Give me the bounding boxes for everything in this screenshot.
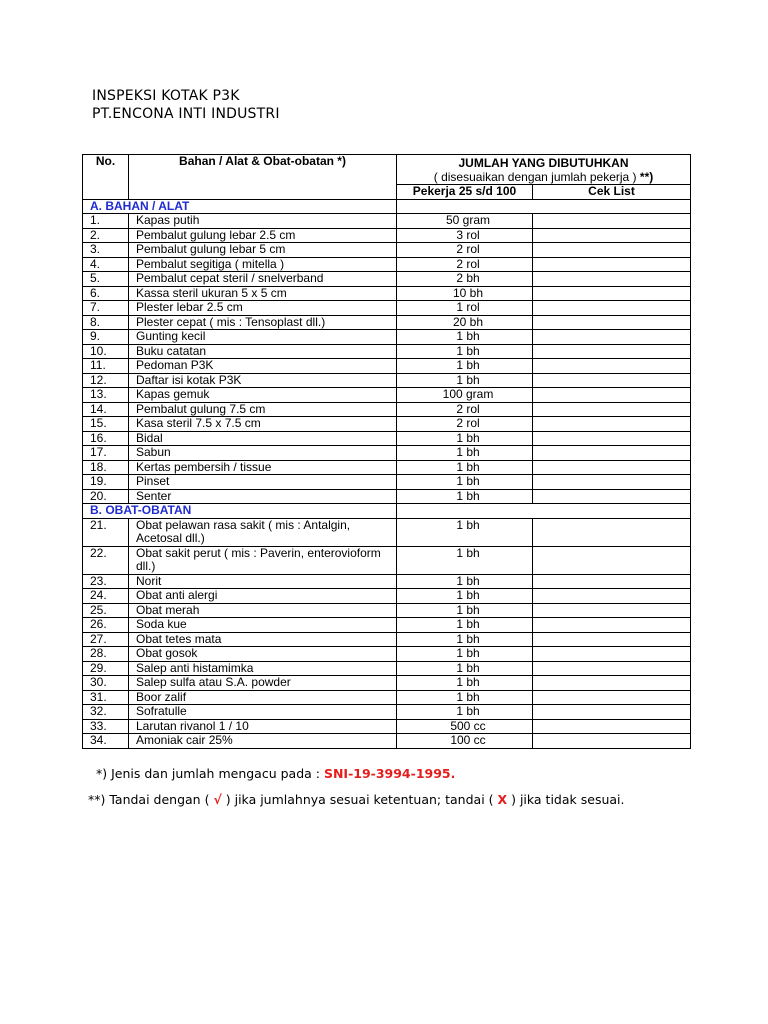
- table-row: [83, 460, 691, 475]
- footnote-1-text: *) Jenis dan jumlah mengacu pada :: [96, 766, 324, 781]
- header-jumlah-sub: ( disesuaikan dengan jumlah pekerja ): [433, 170, 637, 184]
- row-check-cell[interactable]: [533, 460, 691, 475]
- row-quantity: 1 bh: [397, 690, 533, 705]
- row-item: Daftar isi kotak P3K: [129, 373, 397, 388]
- row-item: Soda kue: [129, 618, 397, 633]
- table-row: [83, 603, 691, 618]
- row-number: 33.: [83, 719, 129, 734]
- row-check-cell[interactable]: [533, 603, 691, 618]
- heading-company: PT.ENCONA INTI INDUSTRI: [92, 106, 280, 122]
- row-item: Pinset: [129, 475, 397, 490]
- row-number: 24.: [83, 589, 129, 604]
- table-row: [83, 518, 691, 546]
- row-number: 21.: [83, 518, 129, 546]
- row-check-cell[interactable]: [533, 315, 691, 330]
- row-item: Pembalut gulung 7.5 cm: [129, 402, 397, 417]
- row-number: 23.: [83, 574, 129, 589]
- header-jumlah-mark: **): [639, 170, 654, 184]
- row-number: 4.: [83, 257, 129, 272]
- table-row: [83, 489, 691, 504]
- table-row: [83, 344, 691, 359]
- footnote-2-text-b: ) jika jumlahnya sesuai ketentuan; tandai (: [221, 792, 498, 807]
- row-number: 27.: [83, 632, 129, 647]
- section-header-row: [83, 199, 691, 214]
- row-check-cell[interactable]: [533, 632, 691, 647]
- heading-title: INSPEKSI KOTAK P3K: [92, 88, 240, 104]
- row-quantity: 1 bh: [397, 373, 533, 388]
- row-quantity: 100 gram: [397, 388, 533, 403]
- row-number: 30.: [83, 676, 129, 691]
- table-row: [83, 661, 691, 676]
- row-number: 28.: [83, 647, 129, 662]
- row-quantity: 500 cc: [397, 719, 533, 734]
- table-row: [83, 574, 691, 589]
- row-quantity: 1 bh: [397, 475, 533, 490]
- row-number: 26.: [83, 618, 129, 633]
- row-quantity: 100 cc: [397, 734, 533, 749]
- row-check-cell[interactable]: [533, 286, 691, 301]
- row-check-cell[interactable]: [533, 243, 691, 258]
- row-quantity: 1 bh: [397, 661, 533, 676]
- row-quantity: 3 rol: [397, 228, 533, 243]
- row-number: 3.: [83, 243, 129, 258]
- row-check-cell[interactable]: [533, 705, 691, 720]
- row-item: Obat pelawan rasa sakit ( mis : Antalgin, Acetosal dll.): [129, 518, 397, 546]
- row-number: 11.: [83, 359, 129, 374]
- table-row: [83, 719, 691, 734]
- row-check-cell[interactable]: [533, 690, 691, 705]
- row-check-cell[interactable]: [533, 446, 691, 461]
- row-check-cell[interactable]: [533, 618, 691, 633]
- row-item: Buku catatan: [129, 344, 397, 359]
- table-row: [83, 315, 691, 330]
- row-check-cell[interactable]: [533, 719, 691, 734]
- table-row: [83, 734, 691, 749]
- row-item: Plester cepat ( mis : Tensoplast dll.): [129, 315, 397, 330]
- footnote-1-reference: SNI-19-3994-1995.: [323, 766, 456, 781]
- table-row: [83, 705, 691, 720]
- section-title: A. BAHAN / ALAT: [83, 199, 397, 214]
- row-number: 2.: [83, 228, 129, 243]
- row-item: Sabun: [129, 446, 397, 461]
- table-row: [83, 546, 691, 574]
- header-jumlah-title: JUMLAH YANG DIBUTUHKAN: [458, 156, 629, 170]
- table-row: [83, 589, 691, 604]
- row-check-cell[interactable]: [533, 431, 691, 446]
- row-check-cell[interactable]: [533, 228, 691, 243]
- header-bahan: Bahan / Alat & Obat-obatan *): [129, 155, 397, 200]
- row-quantity: 2 rol: [397, 402, 533, 417]
- row-check-cell[interactable]: [533, 574, 691, 589]
- table-row: [83, 214, 691, 229]
- row-quantity: 1 bh: [397, 589, 533, 604]
- table-row: [83, 359, 691, 374]
- row-check-cell[interactable]: [533, 647, 691, 662]
- row-item: Obat merah: [129, 603, 397, 618]
- row-number: 32.: [83, 705, 129, 720]
- row-check-cell[interactable]: [533, 589, 691, 604]
- row-item: Kertas pembersih / tissue: [129, 460, 397, 475]
- table-row: [83, 301, 691, 316]
- row-number: 18.: [83, 460, 129, 475]
- section-header-row: [83, 504, 691, 519]
- row-number: 7.: [83, 301, 129, 316]
- header-no: No.: [83, 155, 129, 200]
- row-check-cell[interactable]: [533, 388, 691, 403]
- table-row: [83, 647, 691, 662]
- row-quantity: 1 bh: [397, 431, 533, 446]
- row-number: 25.: [83, 603, 129, 618]
- row-quantity: 20 bh: [397, 315, 533, 330]
- section-blank-cell: [397, 199, 691, 214]
- table-row: [83, 257, 691, 272]
- row-item: Sofratulle: [129, 705, 397, 720]
- row-item: Pedoman P3K: [129, 359, 397, 374]
- row-item: Plester lebar 2.5 cm: [129, 301, 397, 316]
- table-row: [83, 272, 691, 287]
- row-quantity: 1 bh: [397, 574, 533, 589]
- row-item: Kassa steril ukuran 5 x 5 cm: [129, 286, 397, 301]
- row-quantity: 2 rol: [397, 243, 533, 258]
- footnote-2: [88, 792, 625, 818]
- row-number: 1.: [83, 214, 129, 229]
- row-number: 17.: [83, 446, 129, 461]
- row-item: Salep anti histamimka: [129, 661, 397, 676]
- row-item: Pembalut segitiga ( mitella ): [129, 257, 397, 272]
- row-item: Obat gosok: [129, 647, 397, 662]
- table-row: [83, 431, 691, 446]
- row-quantity: 1 bh: [397, 546, 533, 574]
- row-item: Obat sakit perut ( mis : Paverin, enterovioform dll.): [129, 546, 397, 574]
- row-quantity: 50 gram: [397, 214, 533, 229]
- row-item: Norit: [129, 574, 397, 589]
- cross-mark-icon: X: [497, 792, 508, 807]
- row-check-cell[interactable]: [533, 676, 691, 691]
- row-number: 31.: [83, 690, 129, 705]
- row-number: 9.: [83, 330, 129, 345]
- row-item: Kasa steril 7.5 x 7.5 cm: [129, 417, 397, 432]
- row-item: Gunting kecil: [129, 330, 397, 345]
- row-quantity: 1 bh: [397, 330, 533, 345]
- row-number: 6.: [83, 286, 129, 301]
- row-item: Bidal: [129, 431, 397, 446]
- row-item: Obat anti alergi: [129, 589, 397, 604]
- row-number: 12.: [83, 373, 129, 388]
- table-row: [83, 330, 691, 345]
- row-number: 5.: [83, 272, 129, 287]
- inspection-table: [82, 154, 691, 749]
- row-check-cell[interactable]: [533, 402, 691, 417]
- row-check-cell[interactable]: [533, 330, 691, 345]
- table-row: [83, 632, 691, 647]
- row-check-cell[interactable]: [533, 373, 691, 388]
- header-jumlah: [397, 155, 691, 185]
- table-row: [83, 373, 691, 388]
- row-check-cell[interactable]: [533, 359, 691, 374]
- row-number: 13.: [83, 388, 129, 403]
- header-cek-list: Cek List: [533, 185, 691, 200]
- row-check-cell[interactable]: [533, 417, 691, 432]
- table-row: [83, 690, 691, 705]
- row-check-cell[interactable]: [533, 272, 691, 287]
- row-check-cell[interactable]: [533, 734, 691, 749]
- table-row: [83, 676, 691, 691]
- table-row: [83, 402, 691, 417]
- table-row: [83, 618, 691, 633]
- row-check-cell[interactable]: [533, 301, 691, 316]
- section-blank-cell: [397, 504, 691, 519]
- row-number: 20.: [83, 489, 129, 504]
- row-item: Pembalut cepat steril / snelverband: [129, 272, 397, 287]
- row-check-cell[interactable]: [533, 475, 691, 490]
- row-quantity: 2 rol: [397, 257, 533, 272]
- table-row: [83, 446, 691, 461]
- row-quantity: 10 bh: [397, 286, 533, 301]
- row-number: 22.: [83, 546, 129, 574]
- row-item: Senter: [129, 489, 397, 504]
- row-quantity: 1 bh: [397, 705, 533, 720]
- table-row: [83, 243, 691, 258]
- row-quantity: 1 bh: [397, 632, 533, 647]
- header-pekerja: Pekerja 25 s/d 100: [397, 185, 533, 200]
- row-number: 34.: [83, 734, 129, 749]
- table-row: [83, 475, 691, 490]
- footnote-2-text-a: **) Tandai dengan (: [88, 792, 214, 807]
- row-item: Pembalut gulung lebar 2.5 cm: [129, 228, 397, 243]
- table-body: [83, 199, 691, 748]
- row-item: Kapas putih: [129, 214, 397, 229]
- row-quantity: 1 bh: [397, 460, 533, 475]
- row-check-cell[interactable]: [533, 518, 691, 546]
- row-quantity: 1 bh: [397, 359, 533, 374]
- row-item: Larutan rivanol 1 / 10: [129, 719, 397, 734]
- row-number: 10.: [83, 344, 129, 359]
- row-quantity: 1 rol: [397, 301, 533, 316]
- row-item: Pembalut gulung lebar 5 cm: [129, 243, 397, 258]
- row-quantity: 1 bh: [397, 676, 533, 691]
- table-row: [83, 417, 691, 432]
- row-quantity: 1 bh: [397, 344, 533, 359]
- row-item: Salep sulfa atau S.A. powder: [129, 676, 397, 691]
- row-check-cell[interactable]: [533, 214, 691, 229]
- row-item: Boor zalif: [129, 690, 397, 705]
- check-mark-icon: √: [213, 792, 222, 807]
- footnote-1: [96, 766, 625, 792]
- row-quantity: 2 bh: [397, 272, 533, 287]
- row-check-cell[interactable]: [533, 661, 691, 676]
- row-number: 16.: [83, 431, 129, 446]
- table-row: [83, 388, 691, 403]
- row-quantity: 1 bh: [397, 618, 533, 633]
- document-heading: [92, 87, 280, 123]
- section-title: B. OBAT-OBATAN: [83, 504, 397, 519]
- row-item: Obat tetes mata: [129, 632, 397, 647]
- row-check-cell[interactable]: [533, 546, 691, 574]
- row-quantity: 1 bh: [397, 603, 533, 618]
- row-quantity: 1 bh: [397, 518, 533, 546]
- row-number: 29.: [83, 661, 129, 676]
- row-quantity: 1 bh: [397, 647, 533, 662]
- row-check-cell[interactable]: [533, 257, 691, 272]
- row-number: 14.: [83, 402, 129, 417]
- row-check-cell[interactable]: [533, 489, 691, 504]
- row-quantity: 2 rol: [397, 417, 533, 432]
- row-number: 8.: [83, 315, 129, 330]
- row-quantity: 1 bh: [397, 489, 533, 504]
- row-check-cell[interactable]: [533, 344, 691, 359]
- row-number: 15.: [83, 417, 129, 432]
- footnotes: [88, 766, 625, 818]
- row-item: Kapas gemuk: [129, 388, 397, 403]
- row-number: 19.: [83, 475, 129, 490]
- table-row: [83, 286, 691, 301]
- table-row: [83, 228, 691, 243]
- row-quantity: 1 bh: [397, 446, 533, 461]
- footnote-2-text-c: ) jika tidak sesuai.: [507, 792, 625, 807]
- row-item: Amoniak cair 25%: [129, 734, 397, 749]
